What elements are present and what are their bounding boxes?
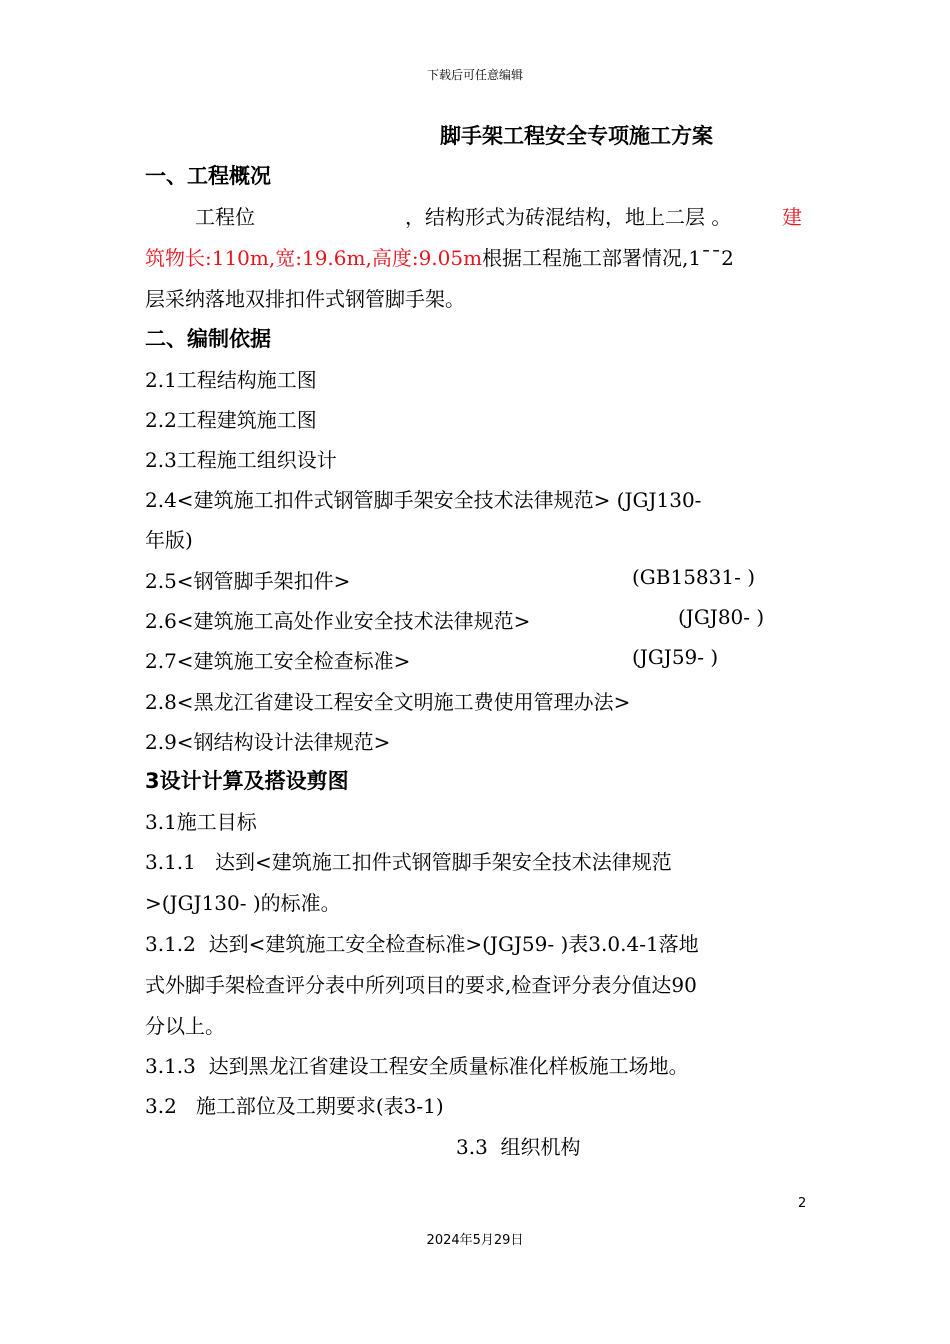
section1-heading: 一、工程概况 [145, 164, 271, 188]
reference-item: 年版) [145, 528, 193, 552]
section3-line: 3.1施工目标 [145, 810, 257, 834]
reference-item: 2.4<建筑施工扣件式钢管脚手架安全技术法律规范> (JGJ130- [145, 488, 702, 512]
page-number: 2 [798, 1196, 807, 1211]
section1-para-red: 建 [782, 205, 802, 229]
section1-para-text: 工程位 [195, 205, 255, 229]
section3-line: 3.2 施工部位及工期要求(表3-1) [145, 1094, 444, 1118]
section3-line: 式外脚手架检查评分表中所列项目的要求,检查评分表分值达90 [145, 973, 697, 997]
dimensions-text: 筑物长:110m,宽:19.6m,高度:9.05m [145, 246, 483, 270]
reference-item: 2.5<钢管脚手架扣件> [145, 569, 351, 593]
reference-item: 2.2工程建筑施工图 [145, 408, 317, 432]
section3-line: 3.1.2 达到<建筑施工安全检查标准>(JGJ59- )表3.0.4-1落地 [145, 932, 699, 956]
footer-date: 2024年5月29日 [426, 1233, 524, 1248]
section2-heading: 二、编制依据 [145, 327, 271, 351]
org-heading: 3.3 组织机构 [456, 1135, 581, 1159]
reference-item: 2.3工程施工组织设计 [145, 448, 337, 472]
reference-item: 2.1工程结构施工图 [145, 368, 317, 392]
section3-heading: 3设计计算及搭设剪图 [145, 769, 349, 793]
reference-item: 2.9<钢结构设计法律规范> [145, 730, 391, 754]
reference-item: 2.8<黑龙江省建设工程安全文明施工费使用管理办法> [145, 690, 631, 714]
section3-line: >(JGJ130- )的标准。 [145, 891, 341, 915]
section1-para-text: 根据工程施工部署情况,1¯¯2 [482, 246, 734, 270]
reference-item: 2.6<建筑施工高处作业安全技术法律规范> [145, 609, 531, 633]
section1-para-line1 [195, 201, 731, 230]
section3-line: 3.1.3 达到黑龙江省建设工程安全质量标准化样板施工场地。 [145, 1054, 689, 1078]
reference-code: (JGJ59- ) [632, 645, 719, 669]
section3-line: 分以上。 [145, 1014, 225, 1038]
reference-item: 2.7<建筑施工安全检查标准> [145, 649, 411, 673]
reference-code: (JGJ80- ) [678, 605, 765, 629]
section1-para-line3: 层采纳落地双排扣件式钢管脚手架。 [145, 287, 465, 311]
page-header: 下载后可任意编辑 [426, 68, 523, 82]
document-title: 脚手架工程安全专项施工方案 [440, 124, 713, 148]
section3-line: 3.1.1 达到<建筑施工扣件式钢管脚手架安全技术法律规范 [145, 850, 672, 874]
reference-code: (GB15831- ) [632, 565, 756, 589]
section1-para-line2 [145, 242, 734, 271]
section1-para-text: ，结构形式为砖混结构，地上二层 。 [405, 205, 732, 229]
